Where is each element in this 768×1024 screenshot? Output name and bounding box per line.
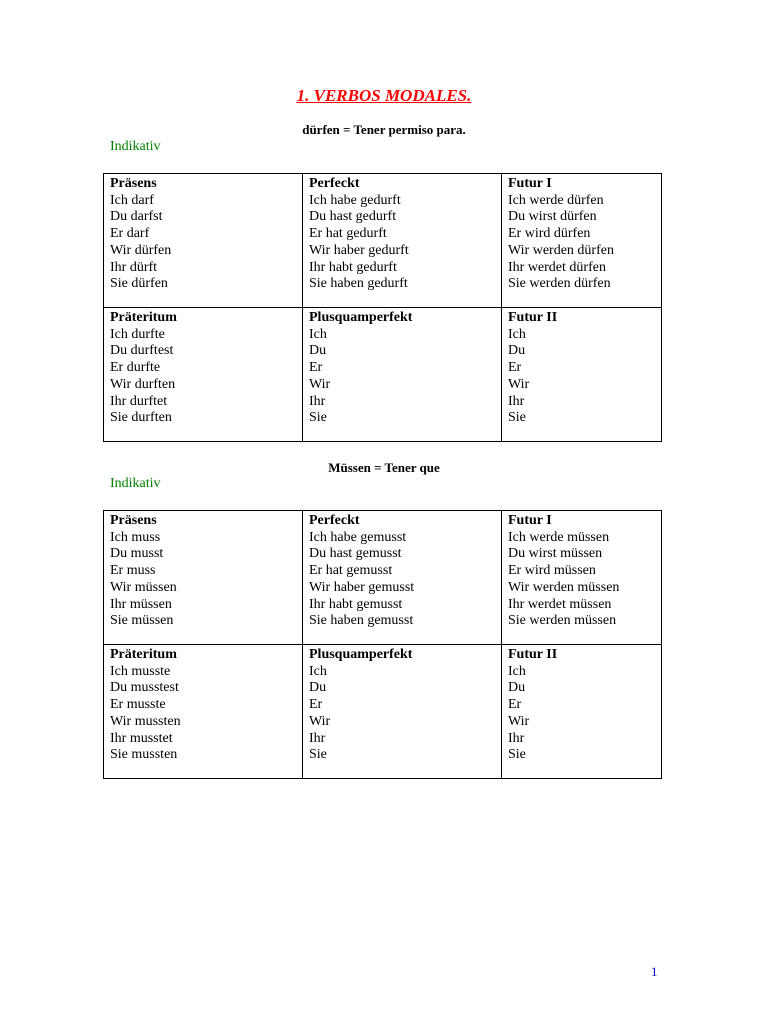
verb-form: Er bbox=[508, 360, 522, 376]
table-cell bbox=[104, 308, 303, 442]
verb-form: Er musste bbox=[110, 697, 166, 713]
verb-form: Sie bbox=[309, 410, 327, 426]
table-cell bbox=[502, 511, 662, 645]
mood-label-mussen: Indikativ bbox=[110, 476, 161, 491]
verb-form: Sie haben gedurft bbox=[309, 276, 408, 292]
table-cell bbox=[104, 645, 303, 779]
verb-form: Du bbox=[309, 343, 327, 359]
tense-name: Plusquamperfekt bbox=[309, 310, 413, 325]
verb-form: Du durftest bbox=[110, 343, 174, 359]
tense-name: Futur I bbox=[508, 513, 552, 528]
verb-form: Wir bbox=[508, 713, 530, 729]
verb-form: Du musst bbox=[110, 546, 164, 562]
conjugation-table-mussen bbox=[103, 510, 662, 779]
verb-form: Sie mussten bbox=[110, 747, 178, 763]
conjugation-table-durfen bbox=[103, 173, 662, 442]
verb-form: Wir durften bbox=[110, 376, 176, 392]
verb-form: Er bbox=[309, 697, 323, 713]
verb-form: Du bbox=[508, 680, 526, 696]
verb-form: Du darfst bbox=[110, 209, 163, 225]
table-cell bbox=[303, 511, 502, 645]
verb-form: Ich habe gedurft bbox=[309, 192, 401, 208]
verb-form: Du hast gedurft bbox=[309, 209, 397, 225]
verb-form: Sie bbox=[508, 410, 526, 426]
tense-name: Perfeckt bbox=[309, 513, 360, 528]
verb-form: Ich bbox=[508, 663, 526, 679]
table-cell bbox=[502, 645, 662, 779]
verb-form: Ihr müssen bbox=[110, 596, 172, 612]
verb-heading-durfen: dürfen = Tener permiso para. bbox=[302, 122, 466, 137]
verb-form: Ich bbox=[508, 326, 526, 342]
verb-form: Er durfte bbox=[110, 360, 161, 376]
tense-name: Perfeckt bbox=[309, 176, 360, 191]
tense-name: Futur I bbox=[508, 176, 552, 191]
verb-form: Sie durften bbox=[110, 410, 172, 426]
verb-form: Ich musste bbox=[110, 663, 171, 679]
page-title: 1. VERBOS MODALES. bbox=[296, 86, 472, 105]
verb-form: Sie werden müssen bbox=[508, 613, 617, 629]
verb-form: Ich habe gemusst bbox=[309, 529, 407, 545]
verb-form: Wir müssen bbox=[110, 579, 177, 595]
verb-form: Du bbox=[309, 680, 327, 696]
verb-form: Ihr bbox=[309, 393, 326, 409]
verb-form: Er darf bbox=[110, 226, 150, 242]
verb-form: Wir werden müssen bbox=[508, 579, 620, 595]
verb-form: Er hat gemusst bbox=[309, 563, 393, 579]
table-row bbox=[104, 308, 662, 442]
verb-form: Er wird dürfen bbox=[508, 226, 591, 242]
table-row bbox=[104, 511, 662, 645]
table-row bbox=[104, 645, 662, 779]
verb-form: Ihr bbox=[309, 730, 326, 746]
table-cell bbox=[303, 645, 502, 779]
table-cell bbox=[502, 174, 662, 308]
tense-name: Präteritum bbox=[110, 647, 177, 662]
verb-form: Ihr durftet bbox=[110, 393, 168, 409]
verb-form: Wir bbox=[309, 376, 331, 392]
tense-name: Plusquamperfekt bbox=[309, 647, 413, 662]
verb-form: Sie bbox=[309, 747, 327, 763]
verb-form: Er muss bbox=[110, 563, 156, 579]
verb-form: Sie dürfen bbox=[110, 276, 168, 292]
verb-form: Ich durfte bbox=[110, 326, 165, 342]
verb-form: Wir dürfen bbox=[110, 242, 172, 258]
verb-form: Ich darf bbox=[110, 192, 154, 208]
verb-form: Du hast gemusst bbox=[309, 546, 402, 562]
verb-form: Sie haben gemusst bbox=[309, 613, 414, 629]
verb-form: Ich werde dürfen bbox=[508, 192, 604, 208]
table-cell bbox=[303, 174, 502, 308]
verb-form: Ich bbox=[309, 663, 327, 679]
verb-form: Wir bbox=[508, 376, 530, 392]
verb-form: Ihr dürft bbox=[110, 259, 158, 275]
verb-form: Ihr bbox=[508, 393, 525, 409]
verb-form: Ich bbox=[309, 326, 327, 342]
verb-form: Ihr habt gedurft bbox=[309, 259, 397, 275]
verb-form: Er bbox=[508, 697, 522, 713]
verb-form: Ich werde müssen bbox=[508, 529, 610, 545]
verb-form: Ihr werdet dürfen bbox=[508, 259, 606, 275]
verb-form: Sie werden dürfen bbox=[508, 276, 611, 292]
verb-form: Du wirst dürfen bbox=[508, 209, 597, 225]
verb-form: Er bbox=[309, 360, 323, 376]
page-number: 1 bbox=[651, 964, 658, 979]
verb-form: Wir mussten bbox=[110, 713, 181, 729]
tense-name: Futur II bbox=[508, 647, 558, 662]
verb-form: Wir werden dürfen bbox=[508, 242, 614, 258]
verb-form: Du musstest bbox=[110, 680, 179, 696]
verb-form: Ihr musstet bbox=[110, 730, 173, 746]
tense-name: Futur II bbox=[508, 310, 558, 325]
verb-form: Er wird müssen bbox=[508, 563, 596, 579]
verb-form: Wir bbox=[309, 713, 331, 729]
verb-form: Wir haber gedurft bbox=[309, 242, 409, 258]
verb-form: Wir haber gemusst bbox=[309, 579, 415, 595]
tense-name: Präteritum bbox=[110, 310, 177, 325]
verb-form: Ihr bbox=[508, 730, 525, 746]
table-cell bbox=[104, 511, 303, 645]
table-row bbox=[104, 174, 662, 308]
verb-heading-mussen: Müssen = Tener que bbox=[328, 460, 440, 475]
verb-form: Ihr werdet müssen bbox=[508, 596, 612, 612]
verb-form: Du wirst müssen bbox=[508, 546, 603, 562]
tense-name: Präsens bbox=[110, 513, 157, 528]
verb-form: Ihr habt gemusst bbox=[309, 596, 403, 612]
mood-label-durfen: Indikativ bbox=[110, 139, 161, 154]
verb-form: Ich muss bbox=[110, 529, 161, 545]
table-cell bbox=[502, 308, 662, 442]
verb-form: Er hat gedurft bbox=[309, 226, 387, 242]
table-cell bbox=[303, 308, 502, 442]
verb-form: Du bbox=[508, 343, 526, 359]
verb-form: Sie müssen bbox=[110, 613, 174, 629]
verb-form: Sie bbox=[508, 747, 526, 763]
table-cell bbox=[104, 174, 303, 308]
tense-name: Präsens bbox=[110, 176, 157, 191]
